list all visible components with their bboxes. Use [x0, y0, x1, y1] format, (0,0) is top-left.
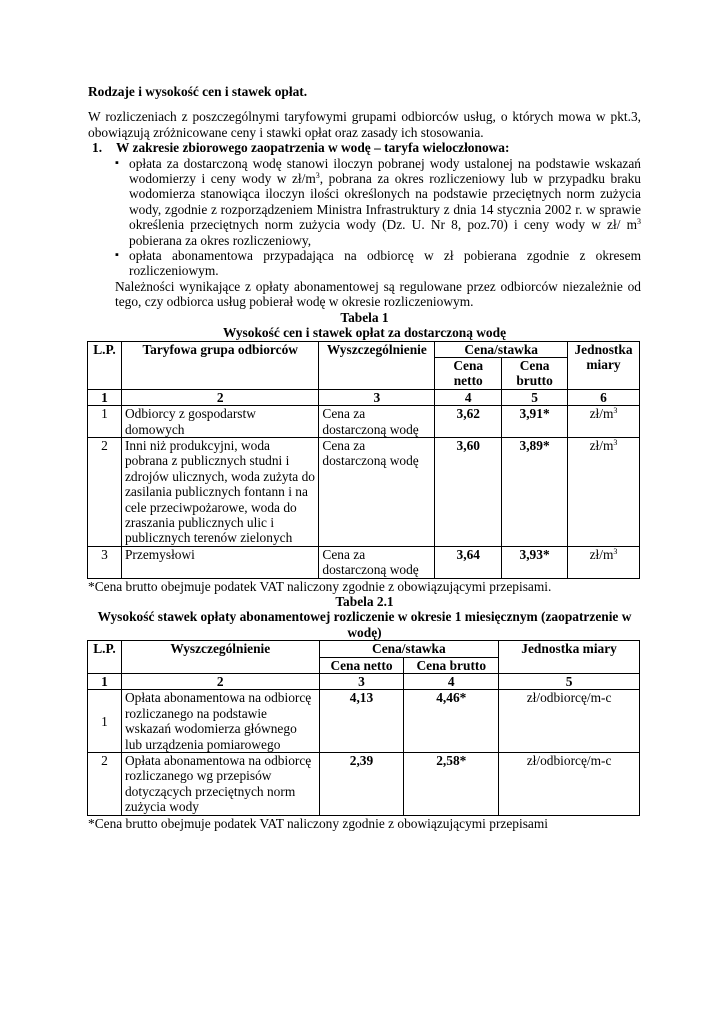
item-number: 1.	[92, 140, 103, 156]
column-number-row: 1 2 3 4 5 6	[88, 389, 640, 405]
item-title: W zakresie zbiorowego zaopatrzenia w wodę – taryfa wieloczłonowa:	[116, 140, 510, 156]
header-price: Cena/stawka	[319, 641, 499, 657]
header-lp: L.P.	[88, 641, 122, 674]
subscription-fee-table	[87, 640, 640, 815]
header-net: Cena netto	[435, 357, 502, 389]
header-unit: Jednostka miary	[568, 341, 640, 389]
bullet-item-water-fee: ▪ opłata za dostarczoną wodę stanowi iloczyn pobranej wody ustalonej na podstawie wskazań wodomierzy i ceny wody w $zł/m^3$, pobrana za okres rozliczeniowy lub w przypadku braku wodomierza stanowiąca iloczyn ilości określonych na podstawie przeciętnych norm zużycia wody, zgodnie z rozporządzeniem Ministra Infrastruktury z dnia 14 stycznia 2002 r. w sprawie określenia przeciętnych norm zużycia wody (Dz. U. Nr 8, poz.70) i ceny wody w zł/ $m^3$ pobierana za okres rozliczeniowy,	[88, 156, 641, 248]
table2-title: Wysokość stawek opłaty abonamentowej rozliczenie w okresie 1 miesięcznym (zaopatrzenie w wodę)	[97, 609, 632, 640]
table-row: 1 Opłata abonamentowa na odbiorcę rozliczanego na podstawie wskazań wodomierza głównego lub urządzenia pomiarowego 4,13 4,46* zł/odbiorcę/m-c	[88, 690, 640, 753]
bullet-list	[88, 156, 641, 279]
intro-paragraph: W rozliczeniach z poszczególnymi taryfowymi grupami odbiorców usług, o których mowa w pkt.3, obowiązują zróżnicowane ceny i stawki opłat oraz zasady ich stosowania.	[88, 109, 641, 140]
header-spec: Wyszczególnienie	[319, 341, 435, 389]
bullet-item-subscription-fee: ▪ opłata abonamentowa przypadająca na odbiorcę w zł pobierana zgodnie z okresem rozliczeniowym.	[88, 248, 641, 279]
table1-caption: Tabela 1	[340, 309, 389, 325]
section-heading: Rodzaje i wysokość cen i stawek opłat.	[88, 84, 308, 99]
water-price-table	[87, 341, 640, 579]
table2-footnote: *Cena brutto obejmuje podatek VAT naliczony zgodnie z obowiązującymi przepisami	[88, 815, 548, 831]
header-net: Cena netto	[319, 657, 404, 673]
header-spec: Wyszczególnienie	[121, 641, 319, 674]
header-group: Taryfowa grupa odbiorców	[121, 341, 318, 389]
table2-caption: Tabela 2.1	[335, 594, 394, 609]
numbered-item-1	[92, 140, 641, 155]
header-gross: Cena brutto	[502, 357, 568, 389]
header-gross: Cena brutto	[404, 657, 499, 673]
table1-footnote: *Cena brutto obejmuje podatek VAT naliczony zgodnie z obowiązującymi przepisami.	[88, 578, 552, 594]
document-body	[88, 84, 641, 831]
table1-title: Wysokość cen i stawek opłat za dostarczoną wodę	[222, 325, 507, 341]
header-price: Cena/stawka	[435, 341, 568, 357]
table-row: 2 Inni niż produkcyjni, woda pobrana z publicznych studni i zdrojów ulicznych, woda zużyta do zasilania publicznych fontann i na cele przeciwpożarowe, woda do zraszania publicznych ulic i publicznych terenów zielonych Cena za dostarczoną wodę 3,60 3,89* $zł/m^3$	[88, 437, 640, 546]
table-row: 2 Opłata abonamentowa na odbiorcę rozliczanego wg przepisów dotyczących przeciętnych norm zużycia wody 2,39 2,58* zł/odbiorcę/m-c	[88, 753, 640, 816]
table-row: 1 Odbiorcy z gospodarstw domowych Cena za dostarczoną wodę 3,62 3,91* $zł/m^3$	[88, 406, 640, 438]
header-unit: Jednostka miary	[499, 641, 640, 674]
header-lp: L.P.	[88, 341, 122, 389]
subscription-note: Należności wynikające z opłaty abonamentowej są regulowane przez odbiorców niezależnie od tego, czy odbiorca usług pobierał wodę w okresie rozliczeniowym.	[115, 278, 641, 310]
table-row: 3 Przemysłowi Cena za dostarczoną wodę 3,64 3,93* $zł/m^3$	[88, 546, 640, 578]
column-number-row: 1 2 3 4 5	[88, 674, 640, 690]
